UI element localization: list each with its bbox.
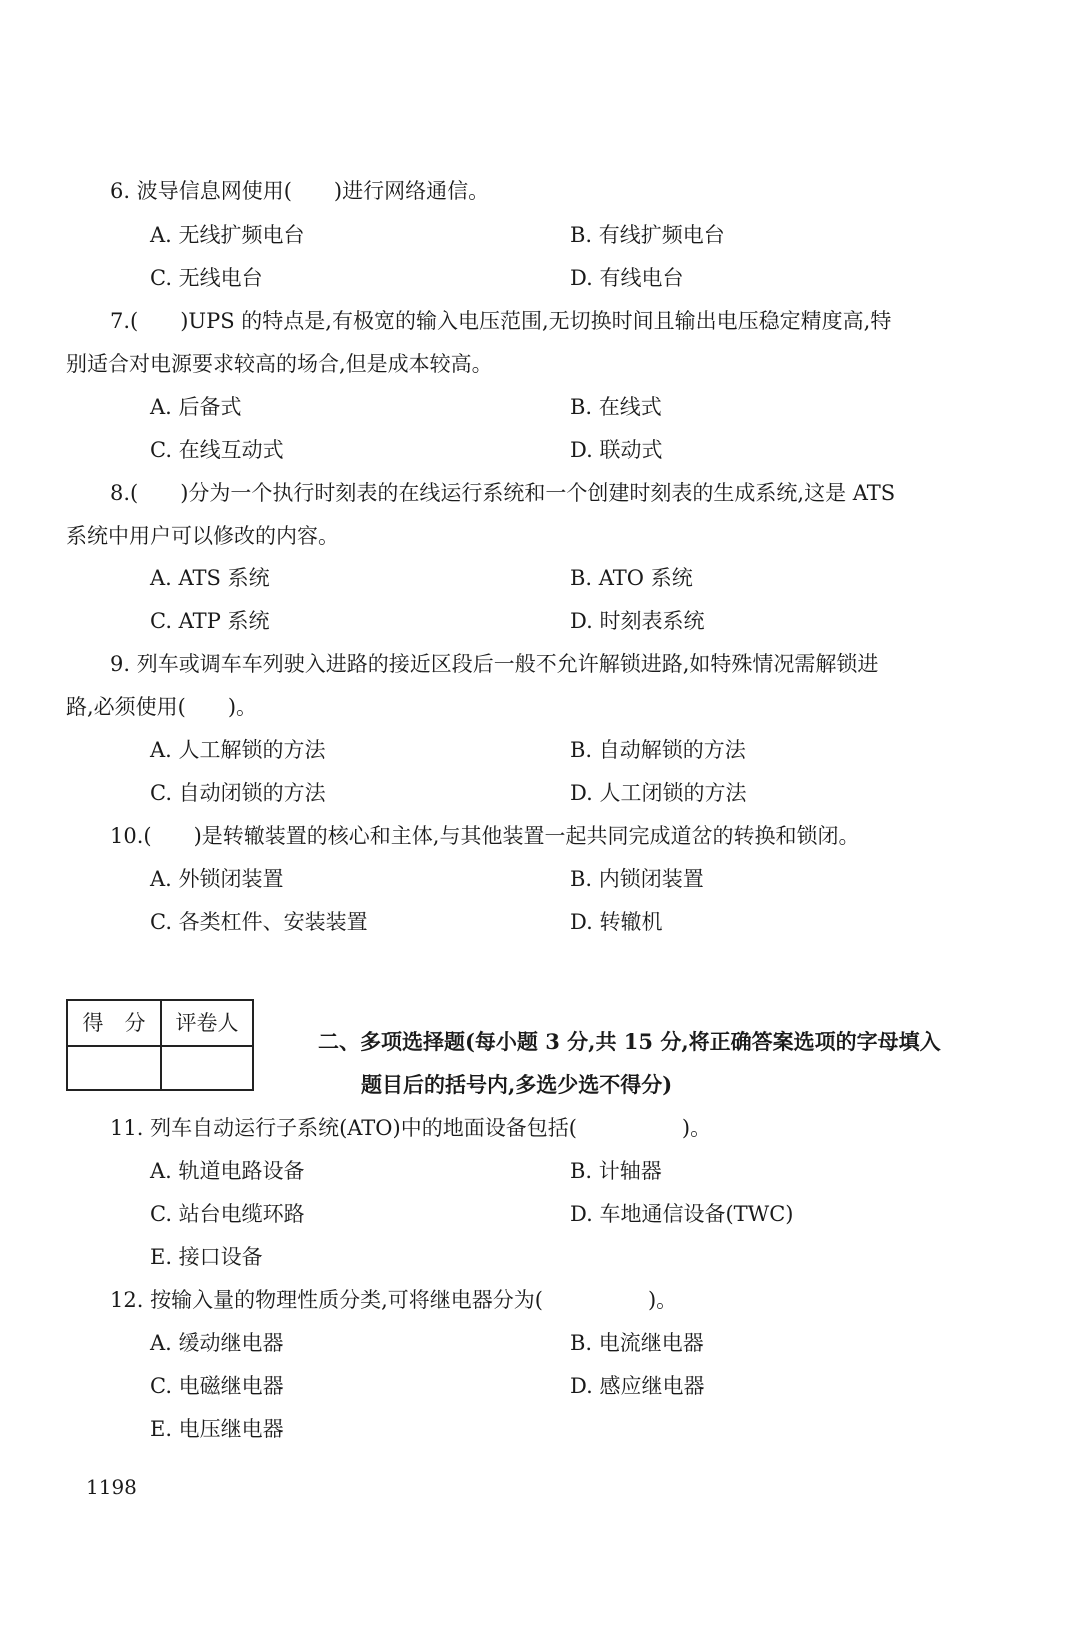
question-10-option-b: B. 内锁闭装置 bbox=[570, 867, 704, 891]
question-11-option-c: C. 站台电缆环路 bbox=[150, 1202, 305, 1226]
score-header: 得 分 bbox=[82, 1011, 146, 1035]
question-9-stem-line2: 路,必须使用( )。 bbox=[66, 695, 258, 719]
question-11-option-d: D. 车地通信设备(TWC) bbox=[570, 1202, 794, 1226]
question-6-stem: 6. 波导信息网使用( )进行网络通信。 bbox=[110, 179, 490, 203]
question-8-option-b: B. ATO 系统 bbox=[570, 566, 693, 590]
question-7-option-b: B. 在线式 bbox=[570, 395, 662, 419]
question-11-stem: 11. 列车自动运行子系统(ATO)中的地面设备包括( )。 bbox=[110, 1116, 712, 1140]
question-10-stem: 10.( )是转辙装置的核心和主体,与其他装置一起共同完成道岔的转换和锁闭。 bbox=[110, 824, 860, 848]
question-8-option-a: A. ATS 系统 bbox=[150, 566, 270, 590]
question-12-option-e: E. 电压继电器 bbox=[150, 1417, 284, 1441]
question-10-option-d: D. 转辙机 bbox=[570, 910, 663, 934]
question-7-stem-line1: 7.( )UPS 的特点是,有极宽的输入电压范围,无切换时间且输出电压稳定精度高,特 bbox=[110, 309, 892, 333]
question-9-option-b: B. 自动解锁的方法 bbox=[570, 738, 746, 762]
question-9-option-d: D. 人工闭锁的方法 bbox=[570, 781, 747, 805]
question-9-stem-line1: 9. 列车或调车车列驶入进路的接近区段后一般不允许解锁进路,如特殊情况需解锁进 bbox=[110, 652, 879, 676]
question-8-option-d: D. 时刻表系统 bbox=[570, 609, 705, 633]
question-10-option-c: C. 各类杠件、安装装置 bbox=[150, 910, 368, 934]
question-7-option-a: A. 后备式 bbox=[150, 395, 242, 419]
question-8-option-c: C. ATP 系统 bbox=[150, 609, 270, 633]
question-10-option-a: A. 外锁闭装置 bbox=[150, 867, 284, 891]
score-table bbox=[66, 999, 254, 1091]
question-8-stem-line2: 系统中用户可以修改的内容。 bbox=[66, 524, 339, 548]
section-2-title-line1: 二、多项选择题(每小题 3 分,共 15 分,将正确答案选项的字母填入 bbox=[318, 1029, 941, 1054]
question-6-option-c: C. 无线电台 bbox=[150, 266, 263, 290]
question-7-option-c: C. 在线互动式 bbox=[150, 438, 284, 462]
question-9-option-a: A. 人工解锁的方法 bbox=[150, 738, 326, 762]
question-6-option-a: A. 无线扩频电台 bbox=[150, 223, 305, 247]
question-11-option-b: B. 计轴器 bbox=[570, 1159, 662, 1183]
question-11-option-a: A. 轨道电路设备 bbox=[150, 1159, 305, 1183]
page-number: 1198 bbox=[86, 1475, 137, 1499]
question-12-option-a: A. 缓动继电器 bbox=[150, 1331, 284, 1355]
question-12-option-b: B. 电流继电器 bbox=[570, 1331, 704, 1355]
question-8-stem-line1: 8.( )分为一个执行时刻表的在线运行系统和一个创建时刻表的生成系统,这是 ATS bbox=[110, 481, 896, 505]
question-12-stem: 12. 按输入量的物理性质分类,可将继电器分为( )。 bbox=[110, 1288, 678, 1312]
section-2-title-line2: 题目后的括号内,多选少选不得分) bbox=[361, 1072, 673, 1097]
question-9-option-c: C. 自动闭锁的方法 bbox=[150, 781, 326, 805]
question-7-option-d: D. 联动式 bbox=[570, 438, 663, 462]
question-6-option-d: D. 有线电台 bbox=[570, 266, 684, 290]
grader-header: 评卷人 bbox=[175, 1011, 239, 1035]
question-11-option-e: E. 接口设备 bbox=[150, 1245, 263, 1269]
question-12-option-d: D. 感应继电器 bbox=[570, 1374, 705, 1398]
question-6-option-b: B. 有线扩频电台 bbox=[570, 223, 725, 247]
question-12-option-c: C. 电磁继电器 bbox=[150, 1374, 284, 1398]
question-7-stem-line2: 别适合对电源要求较高的场合,但是成本较高。 bbox=[66, 352, 493, 376]
